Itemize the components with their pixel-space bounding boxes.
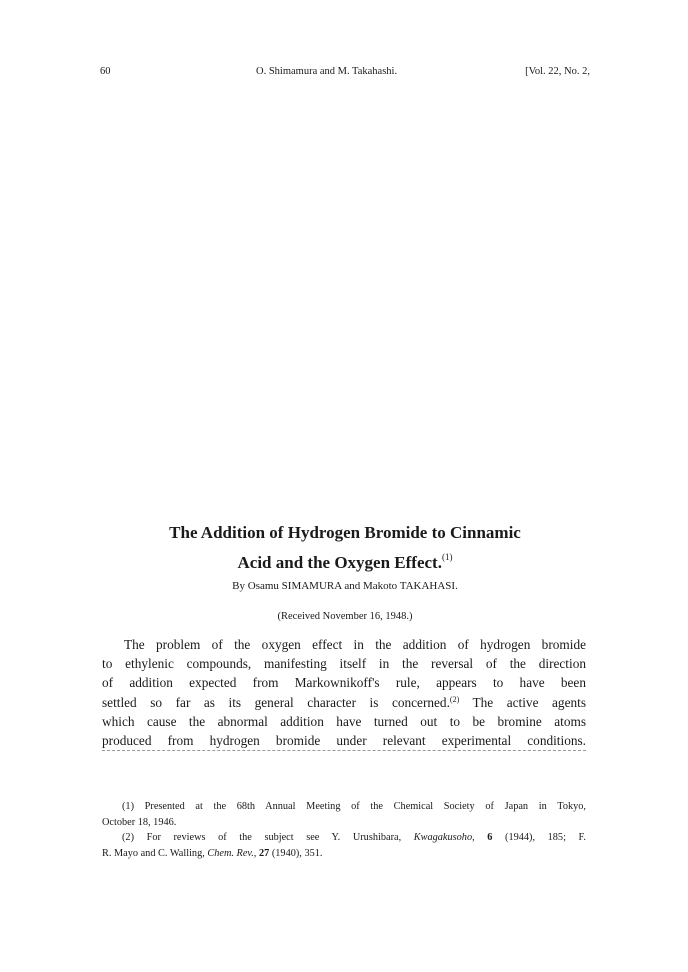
footnote-1-line-1: (1) Presented at the 68th Annual Meeting of the Chemical Society of Japan in Tokyo, [122, 801, 586, 812]
page-number: 60 [100, 66, 111, 77]
body-line: which cause the abnormal addition have turned out to be bromine atoms [102, 713, 586, 729]
title-line-1: The Addition of Hydrogen Bromide to Cinnamic [169, 523, 521, 542]
body-line: of addition expected from Markownikoff's rule, appears to have been [102, 675, 586, 691]
running-head [100, 66, 590, 82]
body-line: produced from hydrogen bromide under relevant experimental conditions. [102, 732, 586, 748]
body-line [102, 693, 586, 712]
received-date: (Received November 16, 1948.) [277, 611, 413, 622]
title-line-2 [100, 545, 590, 575]
fn2-text-a: (2) For reviews of the subject see Y. Urushibara, [122, 832, 414, 843]
body-line-4b: The active agents [459, 694, 586, 710]
footnote-1-line-2: October 18, 1946. [102, 816, 177, 828]
body-line-4a: settled so far as its general character is concerned. [102, 694, 450, 710]
footnote-2-line-2 [102, 846, 586, 862]
fn2-line2-b: (1940), 351. [269, 847, 323, 859]
article-title [100, 520, 590, 575]
running-head-authors: O. Shimamura and M. Takahashi. [256, 66, 398, 77]
byline: By Osamu SIMAMURA and Makoto TAKAHASI. [232, 580, 458, 592]
title-footnote-ref: (1) [441, 552, 453, 562]
footnote-divider [102, 750, 586, 751]
footnotes [102, 799, 586, 861]
fn2-volume-2: 27 [258, 847, 270, 859]
footnote-1 [102, 799, 586, 830]
footnote-2 [102, 830, 586, 861]
body-line: to ethylenic compounds, manifesting itself in the reversal of the direction [102, 656, 586, 672]
fn2-journal-1: Kwagakusoho, [413, 832, 475, 843]
footnote-2-line-1 [102, 830, 586, 846]
title-line-2-text: Acid and the Oxygen Effect. [237, 553, 442, 572]
fn2-text-b: (1944), 185; F. [492, 832, 586, 843]
body-line: The problem of the oxygen effect in the addition of hydrogen bromide [124, 637, 586, 652]
fn2-volume-1: 6 [487, 832, 493, 843]
body-footnote-ref: (2) [449, 694, 460, 704]
running-head-journal: [Vol. 22, No. 2, [525, 66, 590, 77]
body-paragraph [102, 635, 586, 750]
fn2-line2-a: R. Mayo and C. Walling, [102, 847, 208, 859]
fn2-journal-2: Chem. Rev., [207, 847, 257, 859]
